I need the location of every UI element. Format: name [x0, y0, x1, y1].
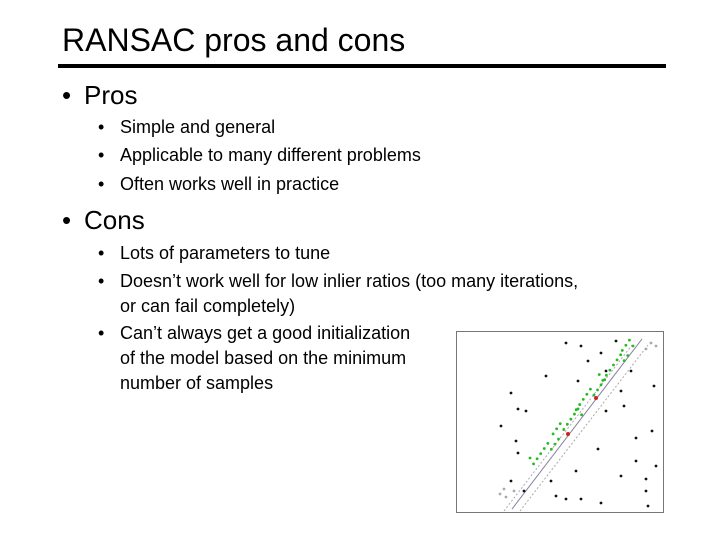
outlier-point [647, 505, 650, 508]
cons-item [98, 269, 658, 319]
pros-item-text: Simple and general [120, 117, 276, 137]
outlier-point [587, 360, 590, 363]
inlier-point [554, 443, 557, 446]
bullet: • [98, 174, 105, 194]
inlier-point [580, 413, 583, 416]
outlier-point [550, 480, 553, 483]
outlier-point [525, 410, 528, 413]
cons-item [98, 240, 658, 266]
faint-point [503, 488, 506, 491]
outlier-point [510, 480, 513, 483]
outlier-point [635, 437, 638, 440]
outlier-point [605, 410, 608, 413]
inlier-point [621, 349, 624, 352]
inlier-point [609, 369, 612, 372]
cons-item-text-continued: number of samples [120, 373, 274, 393]
inlier-point [536, 457, 539, 460]
outlier-point [620, 390, 623, 393]
inlier-point [539, 452, 542, 455]
outlier-point [645, 478, 648, 481]
bullet: • [98, 243, 105, 263]
pros-heading [62, 80, 137, 110]
outlier-point [500, 425, 503, 428]
inlier-point [593, 394, 596, 397]
cons-item-text-continued: or can fail completely) [120, 296, 296, 316]
outlier-point [630, 370, 633, 373]
inlier-point [605, 374, 608, 377]
outlier-point [515, 440, 518, 443]
inlier-point [557, 438, 560, 441]
cons-item-text: Can’t always get a good initialization [120, 323, 411, 343]
outlier-point [600, 502, 603, 505]
outlier-point [565, 498, 568, 501]
outlier-point [597, 448, 600, 451]
inlier-point [623, 359, 626, 362]
outlier-point [517, 408, 520, 411]
pros-item-text: Often works well in practice [120, 174, 340, 194]
sample-point [594, 396, 598, 400]
inlier-point [596, 389, 599, 392]
inlier-point [529, 457, 532, 460]
faint-point [650, 342, 653, 345]
inlier-point [582, 398, 585, 401]
outlier-point [580, 498, 583, 501]
outlier-point [545, 375, 548, 378]
inlier-point [589, 388, 592, 391]
outlier-point [523, 490, 526, 493]
outlier-point [623, 405, 626, 408]
outlier-point [565, 342, 568, 345]
inlier-point [562, 428, 565, 431]
outlier-point [575, 470, 578, 473]
cons-item-text-continued: of the model based on the minimum [120, 348, 407, 368]
bullet: • [98, 117, 105, 137]
bullet: • [62, 80, 72, 110]
outlier-point [580, 345, 583, 348]
outlier-point [645, 490, 648, 493]
outlier-point [655, 465, 658, 468]
outlier-point [615, 340, 618, 343]
cons-item-text: Doesn’t work well for low inlier ratios (too many iterations, [120, 271, 579, 291]
inlier-point [601, 379, 604, 382]
inlier-point [575, 408, 578, 411]
outlier-point [651, 430, 654, 433]
bullet: • [98, 145, 105, 165]
bullet: • [98, 323, 105, 343]
inlier-point [619, 353, 622, 356]
outlier-point [577, 380, 580, 383]
inlier-point [569, 418, 572, 421]
inlier-point [628, 339, 631, 342]
outlier-point [635, 460, 638, 463]
figure-frame [457, 332, 664, 513]
inlier-point [585, 393, 588, 396]
inlier-point [566, 423, 569, 426]
pros-item [98, 142, 658, 168]
title-underline [58, 64, 666, 68]
faint-point [499, 493, 502, 496]
outlier-point [600, 352, 603, 355]
inlier-point [616, 358, 619, 361]
cons-heading [62, 205, 145, 235]
pros-heading-label: Pros [84, 80, 138, 110]
cons-item-text: Lots of parameters to tune [120, 243, 331, 263]
pros-item-text: Applicable to many different problems [120, 145, 421, 165]
slide-title: RANSAC pros and cons [62, 22, 406, 58]
inlier-point [573, 413, 576, 416]
inlier-point [532, 462, 535, 465]
inlier-point [598, 373, 601, 376]
faint-point [655, 345, 658, 348]
inlier-point [550, 448, 553, 451]
inlier-point [612, 364, 615, 367]
pros-item [98, 171, 658, 197]
cons-heading-label: Cons [84, 205, 145, 235]
faint-point [645, 348, 648, 351]
inlier-point [626, 354, 629, 357]
inlier-point [559, 422, 562, 425]
inlier-point [552, 432, 555, 435]
bullet: • [98, 271, 105, 291]
outlier-point [517, 452, 520, 455]
inlier-point [624, 344, 627, 347]
inlier-point [555, 427, 558, 430]
inlier-point [600, 383, 603, 386]
inlier-point [546, 442, 549, 445]
outlier-point [555, 495, 558, 498]
outlier-point [653, 385, 656, 388]
inlier-point [543, 447, 546, 450]
bullet: • [62, 205, 72, 235]
outlier-point [620, 475, 623, 478]
pros-item [98, 114, 658, 140]
outlier-point [605, 370, 608, 373]
sample-point [566, 432, 570, 436]
faint-point [505, 496, 508, 499]
faint-point [513, 490, 516, 493]
outlier-point [510, 392, 513, 395]
ransac-line-fit-figure [456, 331, 664, 513]
inlier-point [632, 345, 635, 348]
inlier-point [578, 403, 581, 406]
